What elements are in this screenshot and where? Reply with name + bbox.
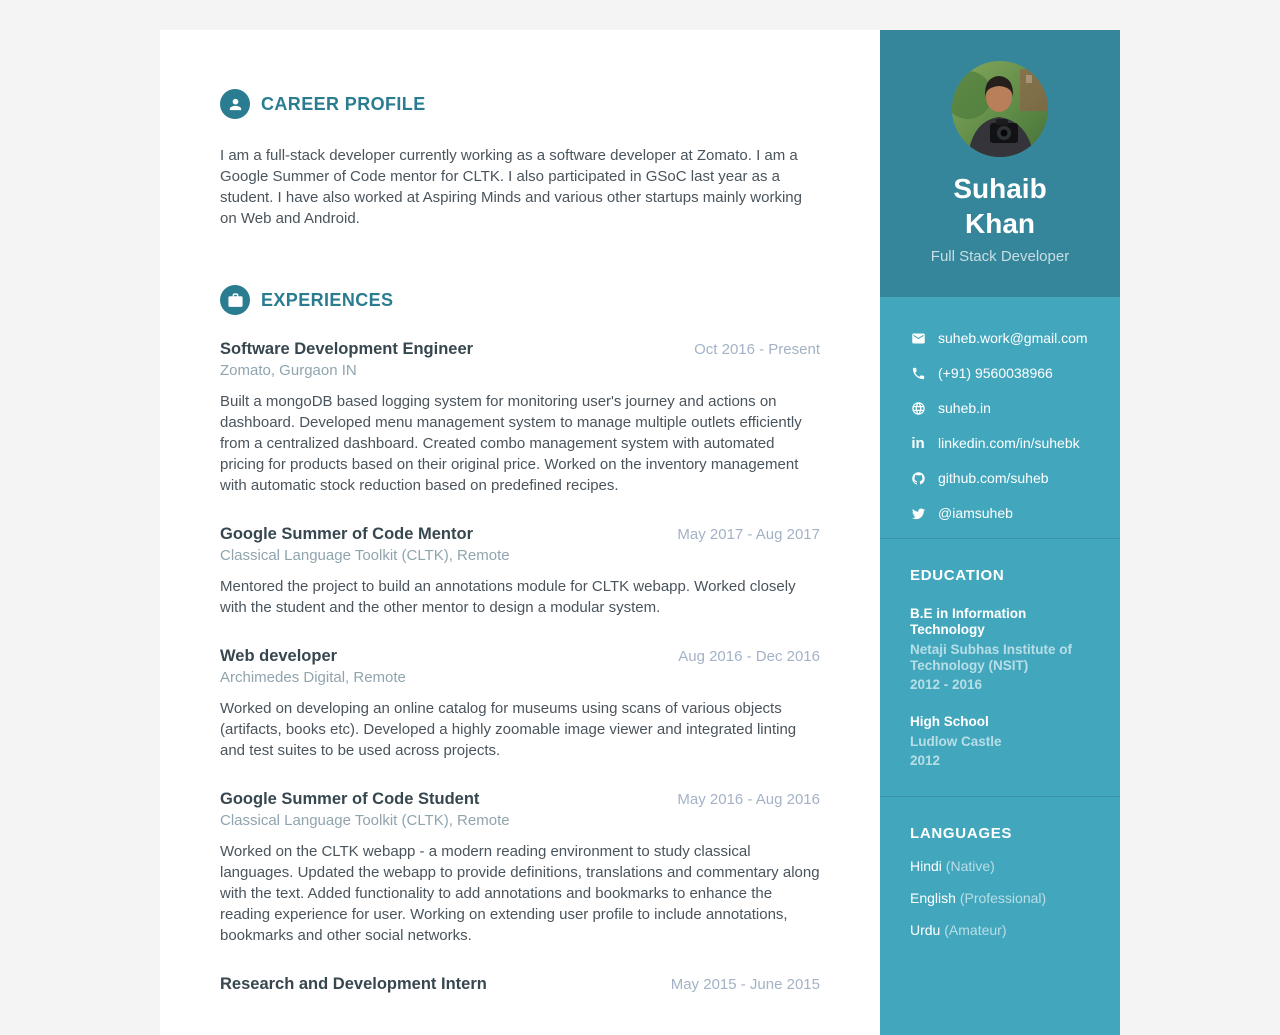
- contact-text: (+91) 9560038966: [938, 365, 1053, 381]
- years: 2012: [910, 753, 941, 768]
- job-company: Archimedes Digital, Remote: [220, 669, 406, 686]
- contact-text: linkedin.com/in/suhebk: [938, 435, 1080, 451]
- languages-title: LANGUAGES: [910, 825, 1013, 842]
- language-entry: [910, 922, 1090, 938]
- career-profile-text: I am a full-stack developer currently working as a software developer at Zomato. I am a Google Summer of Code mentor for CLTK. I also participated in GSoC last year as a student. I have also worked at Aspiring Minds and various other startups mainly working on Web and Android.: [220, 147, 802, 227]
- github-icon: [910, 470, 926, 486]
- contact-github[interactable]: [910, 468, 1090, 488]
- job-entry: [220, 974, 820, 995]
- language-entry: [910, 858, 1090, 874]
- job-title: Google Summer of Code Mentor: [220, 525, 474, 543]
- job-title: Google Summer of Code Student: [220, 790, 480, 808]
- degree: High School: [910, 714, 989, 729]
- job-title: Software Development Engineer: [220, 340, 474, 358]
- education-entry: [910, 606, 1090, 692]
- school: Ludlow Castle: [910, 734, 1002, 749]
- phone-icon: [910, 365, 926, 381]
- job-description: Built a mongoDB based logging system for monitoring user's journey and actions on dashboard. Developed menu management system to manage multiple outlets efficiently from a centralized dashboard. Created combo management system with automated pricing for products based on their original price. Worked on the inventory management with automatic stock reduction based on predefined recipes.: [220, 393, 802, 494]
- contact-twitter[interactable]: [910, 503, 1090, 523]
- resume-page: [160, 30, 1120, 1035]
- job-entry: [220, 646, 820, 761]
- job-description: Worked on the CLTK webapp - a modern reading environment to study classical languages. Updated the webapp to provide definitions, translations and commentary along with the text. Added functionality to add annotations and bookmarks to enhance the reading experience for user. Working on extending user profile to include annotations, bookmarks and other social networks.: [220, 843, 820, 944]
- job-company: Zomato, Gurgaon IN: [220, 362, 357, 379]
- last-name: Khan: [965, 208, 1035, 239]
- languages-section: [880, 797, 1120, 938]
- job-role: Full Stack Developer: [930, 248, 1070, 265]
- person-name: [880, 171, 1120, 241]
- language-name: Hindi: [910, 858, 942, 874]
- language-level: (Amateur): [944, 922, 1007, 938]
- contact-phone[interactable]: [910, 363, 1090, 383]
- degree: B.E in Information Technology: [910, 606, 1027, 637]
- education-section: [880, 539, 1120, 768]
- job-description: Mentored the project to build an annotations module for CLTK webapp. Worked closely with the student and the other mentor to design a modular system.: [220, 578, 796, 616]
- language-name: Urdu: [910, 922, 941, 938]
- language-entry: [910, 890, 1090, 906]
- twitter-icon: [910, 505, 926, 521]
- career-profile-section: [220, 89, 820, 229]
- experiences-section: [220, 285, 820, 995]
- job-company: Classical Language Toolkit (CLTK), Remote: [220, 812, 510, 829]
- linkedin-icon: in: [911, 434, 925, 452]
- job-dates: Oct 2016 - Present: [694, 341, 820, 358]
- contact-email[interactable]: [910, 328, 1090, 348]
- contact-text: suheb.in: [938, 400, 991, 416]
- language-level: (Professional): [959, 890, 1047, 906]
- email-icon: [910, 330, 926, 346]
- person-icon: [220, 89, 250, 119]
- career-profile-header: [220, 89, 820, 119]
- briefcase-icon: [220, 285, 250, 315]
- job-entry: [220, 339, 820, 496]
- section-title-career-profile: CAREER PROFILE: [261, 93, 426, 114]
- sidebar-header: [880, 30, 1120, 297]
- globe-icon: [910, 400, 926, 416]
- job-dates: May 2017 - Aug 2017: [677, 526, 820, 543]
- contact-text: suheb.work@gmail.com: [938, 330, 1088, 346]
- job-entry: [220, 524, 820, 618]
- job-title: Web developer: [220, 647, 338, 665]
- contact-linkedin[interactable]: [910, 433, 1090, 453]
- job-dates: May 2015 - June 2015: [670, 976, 820, 993]
- avatar: [952, 61, 1048, 157]
- main-content: [160, 30, 880, 1035]
- sidebar: [880, 30, 1120, 1035]
- job-dates: Aug 2016 - Dec 2016: [678, 648, 820, 665]
- job-description: Worked on developing an online catalog for museums using scans of various objects (artifacts, books etc). Developed a highly zoomable image viewer and integrated linting and test suites to be used across projects.: [220, 700, 797, 759]
- job-entry: [220, 789, 820, 946]
- job-dates: May 2016 - Aug 2016: [677, 791, 820, 808]
- contact-website[interactable]: [910, 398, 1090, 418]
- contact-list: [880, 297, 1120, 523]
- school: Netaji Subhas Institute of Technology (NSIT): [910, 642, 1073, 673]
- education-entry: [910, 714, 1090, 768]
- language-level: (Native): [945, 858, 995, 874]
- section-title-experiences: EXPERIENCES: [261, 289, 394, 310]
- first-name: Suhaib: [953, 173, 1047, 204]
- job-company: Classical Language Toolkit (CLTK), Remote: [220, 547, 510, 564]
- education-title: EDUCATION: [910, 567, 1005, 584]
- experiences-header: [220, 285, 820, 315]
- language-name: English: [910, 890, 956, 906]
- contact-text: github.com/suheb: [938, 470, 1049, 486]
- years: 2012 - 2016: [910, 677, 983, 692]
- job-title: Research and Development Intern: [220, 975, 487, 993]
- contact-text: @iamsuheb: [938, 505, 1013, 521]
